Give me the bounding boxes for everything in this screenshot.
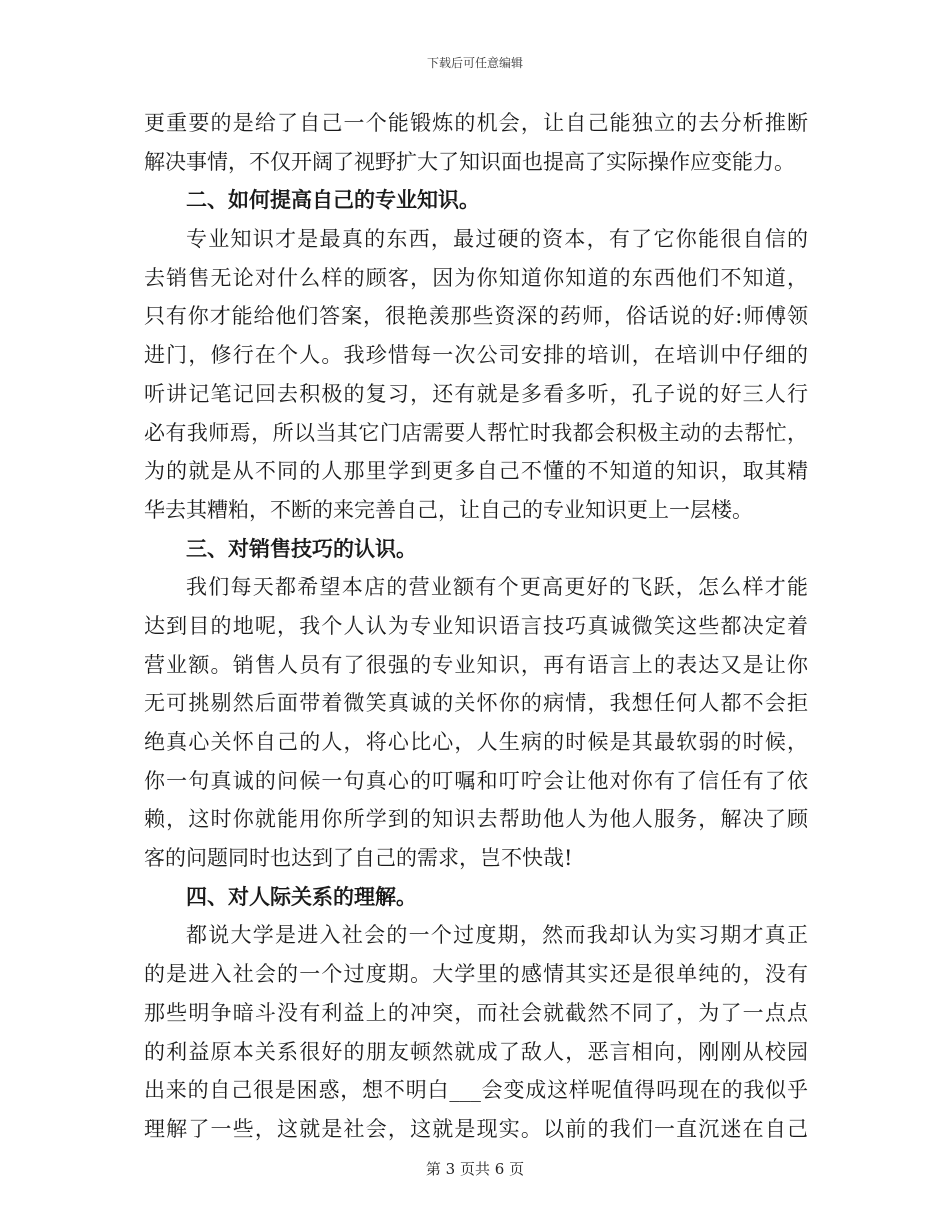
text-line: 的是进入社会的一个过度期。大学里的感情其实还是很单纯的，没有 bbox=[144, 962, 808, 987]
text-line: 都说大学是进入社会的一个过度期，然而我却认为实习期才真正 bbox=[186, 923, 808, 948]
text-line: 理解了一些，这就是社会，这就是现实。以前的我们一直沉迷在自己 bbox=[144, 1116, 808, 1141]
text-line: 更重要的是给了自己一个能锻炼的机会，让自己能独立的去分析推断 bbox=[144, 111, 808, 135]
text-line: 客的问题同时也达到了自己的需求，岂不快哉! bbox=[144, 846, 573, 871]
text-line: 达到目的地呢，我个人认为专业知识语言技巧真诚微笑这些都决定着 bbox=[144, 613, 808, 638]
text-line: 必有我师焉，所以当其它门店需要人帮忙时我都会积极主动的去帮忙， bbox=[144, 420, 808, 445]
text-line: 去销售无论对什么样的顾客，因为你知道你知道的东西他们不知道， bbox=[144, 265, 808, 290]
text-line: 绝真心关怀自己的人，将心比心，人生病的时候是其最软弱的时候， bbox=[144, 730, 808, 754]
text-line: 你一句真诚的问候一句真心的叮嘱和叮咛会让他对你有了信任有了依 bbox=[144, 768, 808, 793]
section-heading: 四、对人际关系的理解。 bbox=[186, 883, 417, 909]
page-footer: 第 3 页共 6 页 bbox=[425, 1160, 525, 1178]
text-line: 解决事情，不仅开阔了视野扩大了知识面也提高了实际操作应变能力。 bbox=[144, 149, 795, 174]
text-line: 那些明争暗斗没有利益上的冲突，而社会就截然不同了，为了一点点 bbox=[144, 1000, 808, 1025]
text-line: 我们每天都希望本店的营业额有个更高更好的飞跃，怎么样才能 bbox=[186, 575, 808, 600]
text-line: 出来的自己很是困惑，想不明白___会变成这样呢值得吗现在的我似乎 bbox=[144, 1078, 808, 1103]
text-line: 进门，修行在个人。我珍惜每一次公司安排的培训，在培训中仔细的 bbox=[144, 343, 808, 368]
text-line: 只有你才能给他们答案，很艳羡那些资深的药师，俗话说的好:师傅领 bbox=[144, 304, 808, 329]
text-line: 的利益原本关系很好的朋友顿然就成了敌人，恶言相向，刚刚从校园 bbox=[144, 1039, 808, 1064]
page-header: 下载后可任意编辑 bbox=[426, 56, 523, 70]
section-heading: 三、对销售技巧的认识。 bbox=[186, 535, 417, 561]
text-line: 听讲记笔记回去积极的复习，还有就是多看多听，孔子说的好三人行 bbox=[144, 381, 808, 406]
text-line: 为的就是从不同的人那里学到更多自己不懂的不知道的知识，取其精 bbox=[144, 459, 808, 484]
text-line: 营业额。销售人员有了很强的专业知识，再有语言上的表达又是让你 bbox=[144, 652, 808, 677]
document-body bbox=[144, 104, 808, 1149]
text-line: 赖，这时你就能用你所学到的知识去帮助他人为他人服务，解决了顾 bbox=[144, 807, 808, 832]
text-line: 华去其糟粕，不断的来完善自己，让自己的专业知识更上一层楼。 bbox=[144, 497, 753, 522]
text-line: 专业知识才是最真的东西，最过硬的资本，有了它你能很自信的 bbox=[186, 227, 808, 252]
text-line: 无可挑剔然后面带着微笑真诚的关怀你的病情，我想任何人都不会拒 bbox=[144, 691, 808, 716]
section-heading: 二、如何提高自己的专业知识。 bbox=[186, 187, 480, 213]
